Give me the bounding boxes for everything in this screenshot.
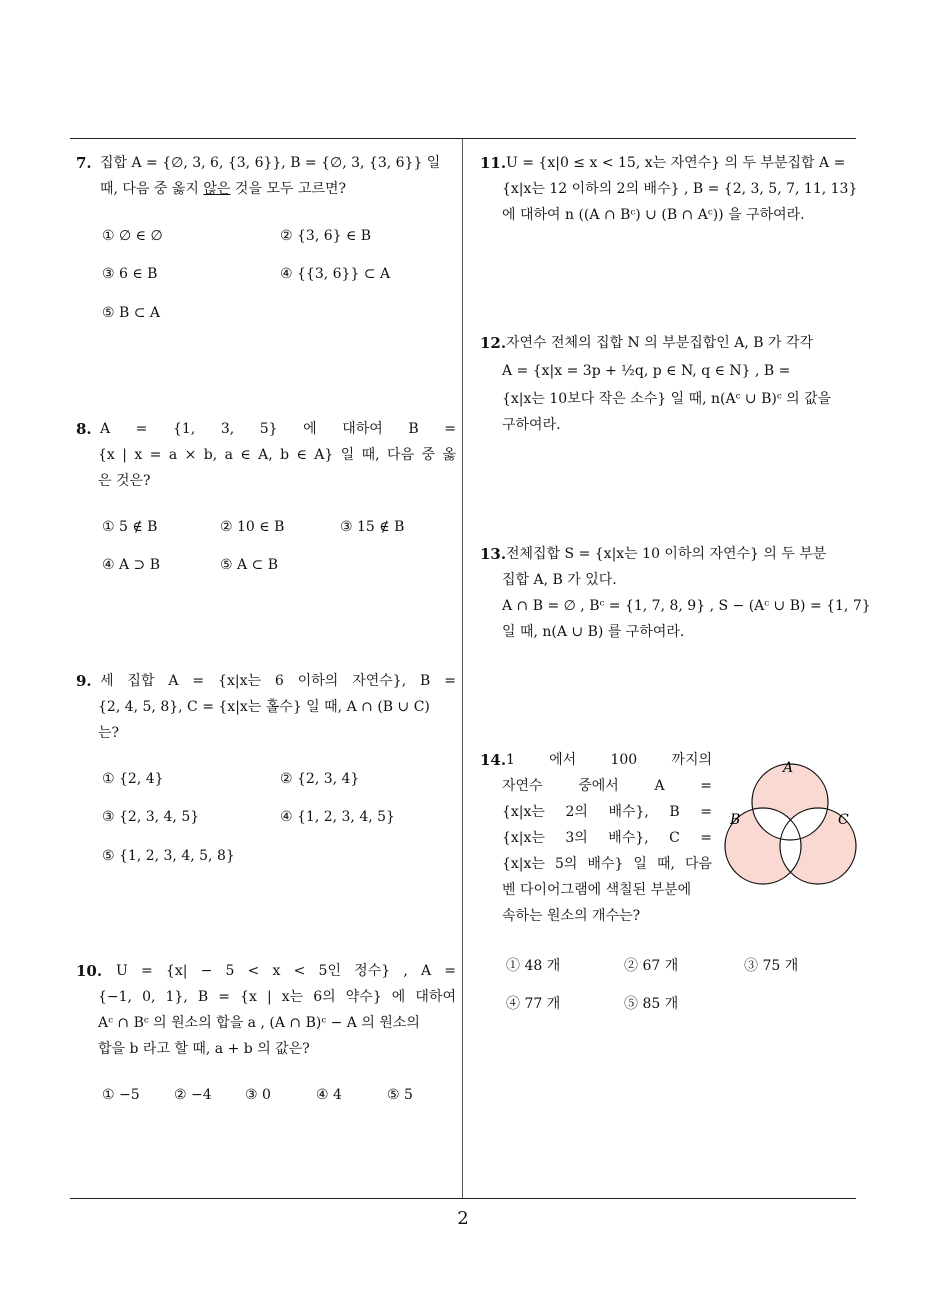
venn-label-a: A	[783, 760, 794, 776]
top-rule	[70, 138, 856, 139]
option-5[interactable]: ⑤ {1, 2, 3, 4, 5, 8}	[102, 848, 235, 864]
option-1[interactable]: ① 48 개	[506, 958, 561, 974]
question-stem-continued	[98, 984, 456, 1062]
underlined-word: 않은	[203, 181, 231, 197]
stem-line: {x|x는 10보다 작은 소수} 일 때, n(Aᶜ ∪ B)ᶜ 의 값을	[502, 391, 832, 407]
shaded-region	[725, 764, 856, 884]
stem-line: {x|x는 5의 배수} 일 때, 다음	[502, 856, 712, 872]
option-3[interactable]: ③ 6 ∈ B	[102, 266, 158, 282]
stem-line: 구하여라.	[502, 417, 561, 433]
option-4[interactable]: ④ A ⊃ B	[102, 557, 161, 573]
stem-line: 때, 다음 중 옳지 않은 것을 모두 고르면?	[100, 181, 346, 197]
question-stem	[506, 150, 858, 176]
option-4[interactable]: ④ {1, 2, 3, 4, 5}	[280, 809, 395, 825]
question-number: 14.	[480, 751, 507, 769]
option-2[interactable]: ② {2, 3, 4}	[280, 771, 360, 787]
option-2[interactable]: ② 10 ∈ B	[220, 519, 285, 535]
stem-line: {−1, 0, 1}, B = {x | x는 6의 약수} 에 대하여	[98, 989, 456, 1005]
option-5[interactable]: ⑤ B ⊂ A	[102, 305, 161, 321]
question-number: 10.	[76, 962, 103, 980]
option-1[interactable]: ① {2, 4}	[102, 771, 164, 787]
stem-line: 집합 A, B 가 있다.	[502, 572, 617, 588]
stem-line: 은 것은?	[98, 473, 151, 489]
option-2[interactable]: ② {3, 6} ∈ B	[280, 228, 372, 244]
question-stem	[100, 416, 456, 442]
question-stem	[506, 541, 858, 567]
stem-line: 집합 A = {∅, 3, 6, {3, 6}}, B = {∅, 3, {3, 6}} 일	[100, 155, 441, 171]
question-number: 12.	[480, 334, 507, 352]
stem-line: Aᶜ ∩ Bᶜ 의 원소의 합을 a , (A ∩ B)ᶜ − A 의 원소의	[98, 1015, 420, 1031]
stem-line: {2, 4, 5, 8}, C = {x|x는 홀수} 일 때, A ∩ (B ∪ C)	[98, 699, 430, 715]
venn-label-c: C	[838, 812, 849, 828]
option-3[interactable]: ③ {2, 3, 4, 5}	[102, 809, 200, 825]
stem-line: 일 때, n(A ∪ B) 를 구하여라.	[502, 624, 685, 640]
page-number: 2	[457, 1208, 469, 1229]
option-4[interactable]: ④ 4	[316, 1087, 342, 1103]
stem-line: U = {x| − 5 < x < 5인 정수} , A =	[116, 963, 456, 979]
stem-line: 는?	[98, 725, 120, 741]
option-1[interactable]: ① 5 ∉ B	[102, 519, 158, 535]
stem-line: 속하는 원소의 개수는?	[502, 908, 641, 924]
option-4[interactable]: ④ {{3, 6}} ⊂ A	[280, 266, 391, 282]
question-stem	[506, 330, 858, 356]
question-stem-continued	[502, 176, 858, 228]
stem-line: 에 대하여 n ((A ∩ Bᶜ) ∪ (B ∩ Aᶜ)) 을 구하여라.	[502, 207, 805, 223]
venn-diagram	[722, 758, 862, 892]
stem-line: {x | x = a × b, a ∈ A, b ∈ A} 일 때, 다음 중 옳	[98, 447, 456, 463]
question-number: 13.	[480, 545, 507, 563]
stem-line: 세 집합 A = {x|x는 6 이하의 자연수}, B =	[100, 673, 456, 689]
question-stem-continued	[502, 356, 858, 438]
venn-label-b: B	[730, 812, 741, 828]
option-1[interactable]: ① ∅ ∈ ∅	[102, 228, 163, 244]
stem-line: A ∩ B = ∅ , Bᶜ = {1, 7, 8, 9} , S − (Aᶜ ∪ B) = {1, 7}	[502, 598, 871, 614]
question-stem	[116, 958, 456, 984]
question-stem	[100, 668, 456, 694]
stem-line: 합을 b 라고 할 때, a + b 의 값은?	[98, 1041, 310, 1057]
question-stem	[506, 747, 712, 773]
question-number: 7.	[76, 154, 92, 172]
bottom-rule	[70, 1198, 856, 1199]
option-3[interactable]: ③ 15 ∉ B	[340, 519, 405, 535]
option-5[interactable]: ⑤ 5	[387, 1087, 413, 1103]
stem-line: 벤 다이어그램에 색칠된 부분에	[502, 882, 692, 898]
option-4[interactable]: ④ 77 개	[506, 996, 561, 1012]
stem-line: {x|x는 12 이하의 2의 배수} , B = {2, 3, 5, 7, 11, 13}	[502, 181, 858, 197]
venn-diagram-svg	[722, 758, 862, 892]
stem-line: {x|x는 3의 배수}, C =	[502, 830, 712, 846]
stem-line: 자연수 중에서 A =	[502, 778, 712, 794]
column-divider	[462, 139, 463, 1199]
question-stem-continued	[98, 442, 456, 494]
option-3[interactable]: ③ 0	[245, 1087, 271, 1103]
stem-line: A = {1, 3, 5} 에 대하여 B =	[100, 421, 456, 437]
option-3[interactable]: ③ 75 개	[744, 958, 799, 974]
stem-line: 자연수 전체의 집합 N 의 부분집합인 A, B 가 각각	[506, 335, 814, 351]
question-stem-continued	[502, 567, 871, 645]
option-2[interactable]: ② 67 개	[624, 958, 679, 974]
stem-line: 전체집합 S = {x|x는 10 이하의 자연수} 의 두 부분	[506, 546, 827, 562]
option-5[interactable]: ⑤ 85 개	[624, 996, 679, 1012]
question-number: 9.	[76, 672, 92, 690]
question-number: 8.	[76, 420, 92, 438]
stem-line: {x|x는 2의 배수}, B =	[502, 804, 712, 820]
question-stem	[100, 150, 456, 202]
option-5[interactable]: ⑤ A ⊂ B	[220, 557, 279, 573]
stem-line: 1 에서 100 까지의	[506, 752, 712, 768]
option-2[interactable]: ② −4	[174, 1087, 212, 1103]
option-1[interactable]: ① −5	[102, 1087, 140, 1103]
stem-line: U = {x|0 ≤ x < 15, x는 자연수} 의 두 부분집합 A =	[506, 155, 846, 171]
stem-line: A = {x|x = 3p + ½q, p ∈ N, q ∈ N} , B =	[502, 363, 791, 379]
question-number: 11.	[480, 154, 507, 172]
question-stem-continued	[502, 773, 712, 929]
question-stem-continued	[98, 694, 456, 746]
